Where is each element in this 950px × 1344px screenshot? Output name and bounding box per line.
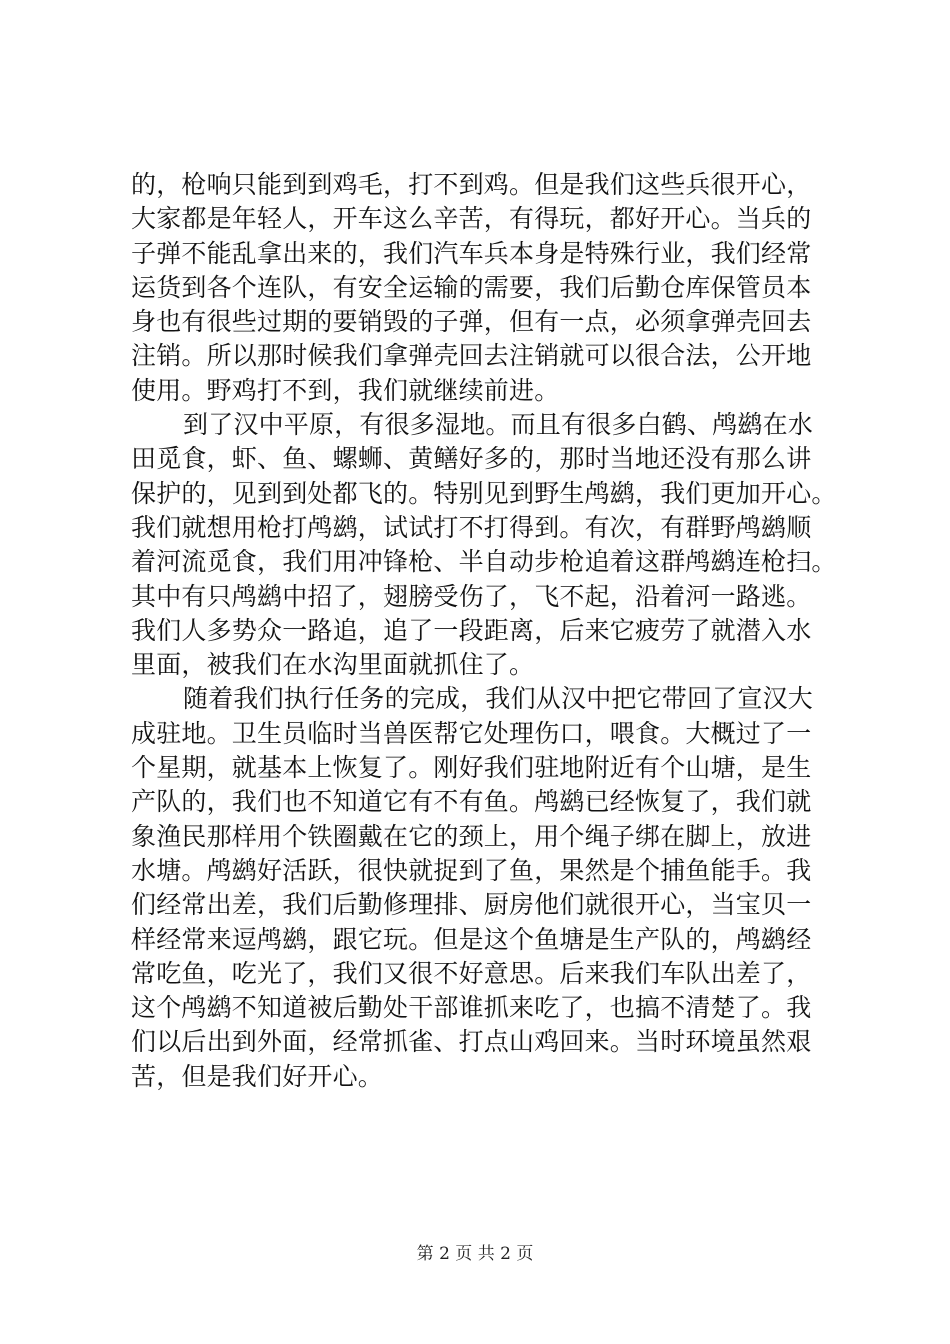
text-line: 我们人多势众一路追，追了一段距离，后来它疲劳了就潜入水 bbox=[131, 615, 812, 645]
text-line: 使用。野鸡打不到，我们就继续前进。 bbox=[131, 375, 560, 405]
text-line: 里面，被我们在水沟里面就抓住了。 bbox=[131, 650, 535, 680]
text-line: 保护的，见到到处都飞的。特别见到野生鸬鹚，我们更加开心。 bbox=[131, 478, 837, 508]
text-line: 运货到各个连队，有安全运输的需要，我们后勤仓库保管员本 bbox=[131, 272, 812, 302]
text-line: 产队的，我们也不知道它有不有鱼。鸬鹚已经恢复了，我们就 bbox=[131, 787, 812, 817]
text-line: 身也有很些过期的要销毁的子弹，但有一点，必须拿弹壳回去 bbox=[131, 307, 812, 337]
text-line: 其中有只鸬鹚中招了，翅膀受伤了，飞不起，沿着河一路逃。 bbox=[131, 581, 812, 611]
text-line: 个星期，就基本上恢复了。刚好我们驻地附近有个山塘，是生 bbox=[131, 753, 812, 783]
text-line: 们经常出差，我们后勤修理排、厨房他们就很开心，当宝贝一 bbox=[131, 890, 812, 920]
paragraph-first-line: 随着我们执行任务的完成，我们从汉中把它带回了宣汉大 bbox=[183, 684, 814, 714]
text-line: 苦，但是我们好开心。 bbox=[131, 1061, 384, 1091]
text-line: 注销。所以那时候我们拿弹壳回去注销就可以很合法，公开地 bbox=[131, 341, 812, 371]
text-line: 成驻地。卫生员临时当兽医帮它处理伤口，喂食。大概过了一 bbox=[131, 718, 812, 748]
text-line: 的，枪响只能到到鸡毛，打不到鸡。但是我们这些兵很开心， bbox=[131, 170, 812, 199]
document-body bbox=[131, 168, 841, 1094]
text-line: 着河流觅食，我们用冲锋枪、半自动步枪追着这群鸬鹚连枪扫。 bbox=[131, 547, 837, 577]
text-line: 这个鸬鹚不知道被后勤处干部谁抓来吃了，也搞不清楚了。我 bbox=[131, 993, 812, 1023]
page-footer: 第 2 页 共 2 页 bbox=[416, 1244, 534, 1264]
text-line: 子弹不能乱拿出来的，我们汽车兵本身是特殊行业，我们经常 bbox=[131, 238, 812, 268]
text-line: 我们就想用枪打鸬鹚，试试打不打得到。有次，有群野鸬鹚顺 bbox=[131, 512, 812, 542]
text-line: 常吃鱼，吃光了，我们又很不好意思。后来我们车队出差了， bbox=[131, 958, 812, 988]
text-line: 大家都是年轻人，开车这么辛苦，有得玩，都好开心。当兵的 bbox=[131, 204, 812, 234]
text-line: 水塘。鸬鹚好活跃，很快就捉到了鱼，果然是个捕鱼能手。我 bbox=[131, 855, 812, 885]
text-line: 象渔民那样用个铁圈戴在它的颈上，用个绳子绑在脚上，放进 bbox=[131, 821, 812, 851]
text-line: 样经常来逗鸬鹚，跟它玩。但是这个鱼塘是生产队的，鸬鹚经 bbox=[131, 924, 812, 954]
text-line: 们以后出到外面，经常抓雀、打点山鸡回来。当时环境虽然艰 bbox=[131, 1027, 812, 1057]
paragraph-first-line: 到了汉中平原，有很多湿地。而且有很多白鹤、鸬鹚在水 bbox=[183, 410, 814, 440]
text-line: 田觅食，虾、鱼、螺蛳、黄鳝好多的，那时当地还没有那么讲 bbox=[131, 444, 812, 474]
